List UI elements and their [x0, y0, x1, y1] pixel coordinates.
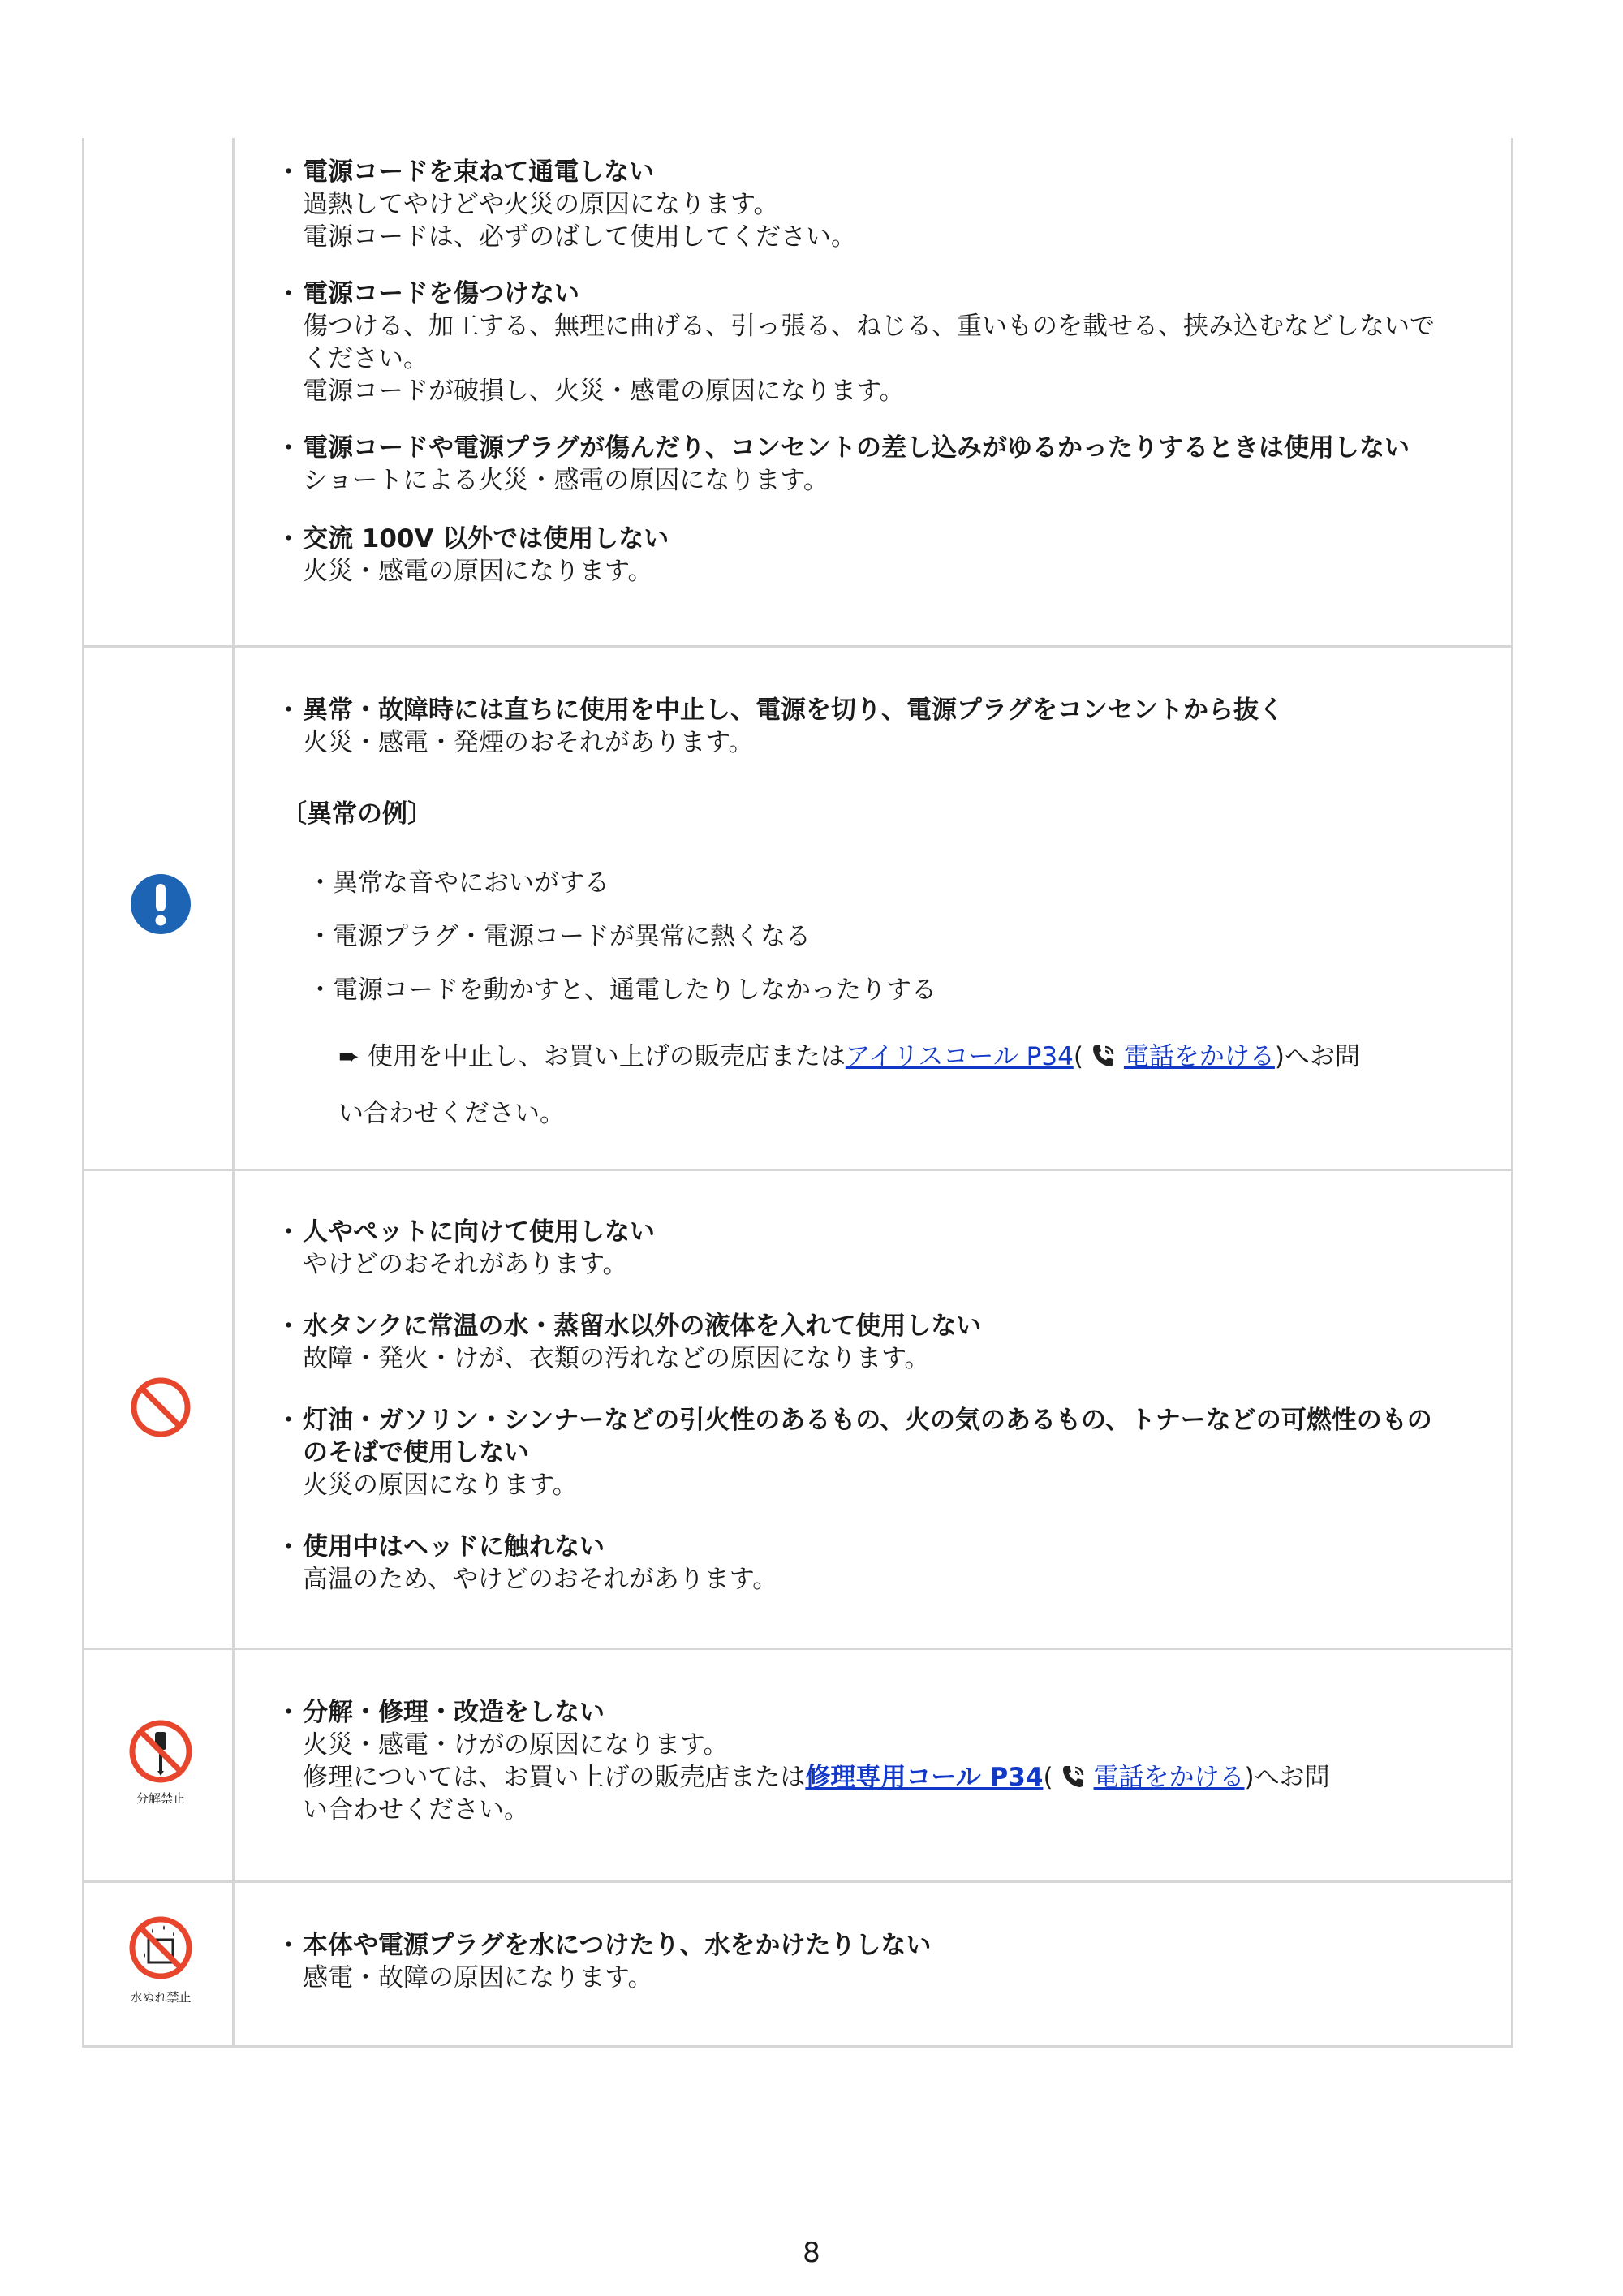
section-no-water — [84, 1883, 1511, 2048]
bullet: ・ — [275, 1404, 302, 1436]
example-item: ・電源コードを動かすと、通電したりしなかったりする — [308, 976, 936, 1005]
paren: ( — [1043, 1763, 1053, 1792]
item-title: 電源コードを傷つけない — [303, 279, 579, 308]
bullet: ・ — [275, 1696, 302, 1728]
item-desc: 火災・感電・発煙のおそれがあります。 — [303, 728, 754, 757]
contact-note — [338, 1040, 1360, 1073]
warning-item — [275, 1216, 1479, 1281]
warning-item — [275, 432, 1479, 497]
note-text: い合わせください。 — [338, 1099, 565, 1128]
bullet: ・ — [275, 432, 302, 463]
item-desc: 火災の原因になります。 — [303, 1471, 578, 1500]
warning-item — [275, 278, 1479, 407]
mandatory-exclamation-icon — [130, 873, 192, 935]
item-desc: 傷つける、加工する、無理に曲げる、引っ張る、ねじる、重いものを載せる、挟み込むなどしないで — [303, 312, 1435, 341]
bullet: ・ — [275, 523, 302, 554]
phone-icon[interactable] — [1090, 1042, 1117, 1070]
item-title: 水タンクに常温の水・蒸留水以外の液体を入れて使用しない — [303, 1312, 982, 1341]
example-item: ・異常な音やにおいがする — [308, 868, 609, 898]
no-disassembly-icon — [128, 1719, 193, 1784]
section-abnormal — [84, 648, 1511, 1171]
repair-note — [303, 1761, 1330, 1794]
icon-cell — [84, 1883, 235, 2045]
icon-cell — [84, 1171, 235, 1648]
item-desc: 電源コードは、必ずのばして使用してください。 — [303, 222, 856, 252]
item-title: 使用中はヘッドに触れない — [303, 1532, 605, 1562]
icon-cell — [84, 1650, 235, 1880]
call-link[interactable]: 電話をかける — [1123, 1042, 1275, 1071]
item-desc: ショートによる火災・感電の原因になります。 — [303, 466, 829, 495]
item-title: 電源コードや電源プラグが傷んだり、コンセントの差し込みがゆるかったりするときは使用しない — [303, 433, 1410, 463]
note-text: 使用を中止し、お買い上げの販売店または — [367, 1042, 846, 1071]
icon-cell — [84, 138, 235, 645]
item-desc: 火災・感電・けがの原因になります。 — [303, 1730, 729, 1760]
item-title: 分解・修理・改造をしない — [303, 1698, 605, 1727]
item-title: 異常・故障時には直ちに使用を中止し、電源を切り、電源プラグをコンセントから抜く — [303, 696, 1284, 725]
bullet: ・ — [275, 1531, 302, 1562]
icon-label: 分解禁止 — [136, 1791, 185, 1806]
note-text: )へお問 — [1244, 1763, 1330, 1792]
warning-item — [275, 694, 1479, 759]
warning-item — [275, 1310, 1479, 1375]
call-link[interactable]: 電話をかける — [1093, 1763, 1245, 1792]
no-water-icon — [128, 1915, 193, 1980]
item-desc: 電源コードが破損し、火災・感電の原因になります。 — [303, 377, 905, 406]
section-power-cord — [84, 138, 1511, 648]
item-desc: ください。 — [303, 344, 428, 373]
warning-item — [275, 1531, 1479, 1596]
note-text: )へお問 — [1274, 1042, 1361, 1071]
bullet: ・ — [275, 1929, 302, 1961]
safety-table — [82, 138, 1513, 2048]
arrow-icon: ➨ — [338, 1042, 359, 1071]
examples-heading: 〔異常の例〕 — [282, 799, 433, 829]
item-title: のそばで使用しない — [303, 1438, 529, 1467]
bullet: ・ — [275, 278, 302, 309]
bullet: ・ — [275, 1310, 302, 1342]
repair-call-link[interactable]: 修理専用コール P34 — [805, 1763, 1044, 1792]
icon-label: 水ぬれ禁止 — [130, 1990, 192, 2005]
section-prohibited-use — [84, 1171, 1511, 1650]
item-desc: 高温のため、やけどのおそれがあります。 — [303, 1565, 778, 1594]
example-item: ・電源プラグ・電源コードが異常に熱くなる — [308, 922, 811, 951]
item-title: 灯油・ガソリン・シンナーなどの引火性のあるもの、火の気のあるもの、トナーなどの可燃性のもの — [303, 1406, 1432, 1435]
note-text: い合わせください。 — [303, 1795, 529, 1824]
prohibition-icon — [130, 1376, 192, 1438]
item-title: 本体や電源プラグを水につけたり、水をかけたりしない — [303, 1931, 932, 1960]
section-disassembly — [84, 1650, 1511, 1883]
item-title: 交流 100V 以外では使用しない — [303, 524, 669, 554]
item-desc: 故障・発火・けが、衣類の汚れなどの原因になります。 — [303, 1344, 930, 1373]
phone-icon[interactable] — [1060, 1763, 1087, 1790]
item-desc: 火災・感電の原因になります。 — [303, 557, 653, 586]
warning-item — [275, 1929, 1479, 1994]
warning-item — [275, 523, 1479, 588]
item-desc: やけどのおそれがあります。 — [303, 1250, 628, 1279]
note-text: 修理については、お買い上げの販売店または — [303, 1763, 806, 1792]
bullet: ・ — [275, 156, 302, 187]
item-desc: 過熱してやけどや火災の原因になります。 — [303, 190, 779, 219]
paren: ( — [1073, 1042, 1083, 1071]
warning-item — [275, 156, 1479, 253]
item-title: 人やペットに向けて使用しない — [303, 1217, 655, 1247]
item-title: 電源コードを束ねて通電しない — [303, 157, 655, 187]
warning-item — [275, 1696, 1479, 1761]
page-number: 8 — [803, 2237, 820, 2269]
item-desc: 感電・故障の原因になります。 — [303, 1963, 653, 1992]
icon-cell — [84, 648, 235, 1169]
bullet: ・ — [275, 1216, 302, 1247]
warning-item — [275, 1404, 1479, 1501]
iris-call-link[interactable]: アイリスコール P34 — [845, 1042, 1074, 1071]
bullet: ・ — [275, 694, 302, 726]
